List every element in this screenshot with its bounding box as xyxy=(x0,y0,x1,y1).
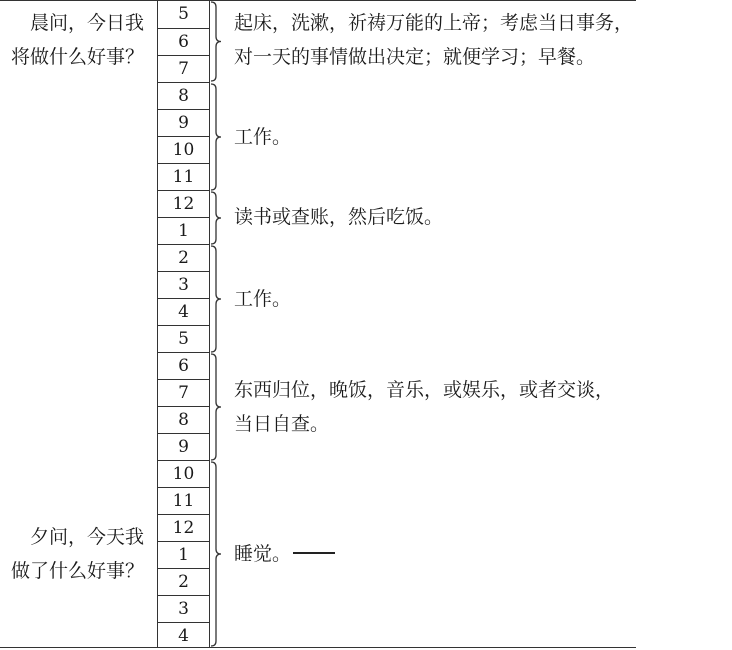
hour-cell: 5 xyxy=(178,4,189,24)
activity-evening-line-1: 东西归位，晚饭，音乐，或娱乐，或者交谈， xyxy=(234,379,615,401)
hour-cell: 9 xyxy=(158,109,209,136)
activity-evening xyxy=(234,373,614,441)
hour-cell: 10 xyxy=(158,460,209,487)
morning-question-line-2: 将做什么好事？ xyxy=(10,46,144,68)
brace-work-afternoon xyxy=(210,246,222,352)
hour-cell: 1 xyxy=(158,541,209,568)
brace-evening xyxy=(210,354,222,460)
hour-cell: 4 xyxy=(158,622,209,649)
hour-cell: 4 xyxy=(158,298,209,325)
evening-question-line-2: 做了什么好事？ xyxy=(10,560,144,582)
activity-evening-line-2: 当日自查。 xyxy=(234,413,330,435)
brace-night xyxy=(210,462,222,646)
activity-work-morning: 工作。 xyxy=(234,126,292,148)
hours-column xyxy=(157,0,210,648)
brace-work-morning xyxy=(210,84,222,190)
hour-cell: 2 xyxy=(158,568,209,595)
hour-cell: 1 xyxy=(158,217,209,244)
hour-cell: 11 xyxy=(158,163,209,190)
brace-noon xyxy=(210,192,222,244)
hour-cell: 9 xyxy=(158,433,209,460)
activity-morning-routine-line-2: 对一天的事情做出决定；就便学习；早餐。 xyxy=(234,46,596,68)
hour-cell: 7 xyxy=(158,55,209,82)
morning-question xyxy=(11,6,144,74)
hour-cell: 3 xyxy=(158,595,209,622)
bottom-rule xyxy=(0,647,636,648)
hour-cell: 7 xyxy=(158,379,209,406)
hour-cell: 2 xyxy=(158,244,209,271)
hour-cell: 5 xyxy=(158,325,209,352)
activity-morning-routine xyxy=(234,6,633,74)
dash-line xyxy=(293,552,335,554)
activity-work-afternoon: 工作。 xyxy=(234,288,292,310)
hour-cell: 12 xyxy=(158,514,209,541)
activity-night-label: 睡觉。 xyxy=(234,543,292,565)
evening-question xyxy=(11,520,144,588)
hour-cell: 8 xyxy=(158,82,209,109)
hour-cell: 6 xyxy=(158,352,209,379)
activity-morning-routine-line-1: 起床，洗漱，祈祷万能的上帝；考虑当日事务， xyxy=(234,12,634,34)
evening-question-line-1: 夕问，今天我 xyxy=(29,526,144,548)
hour-cell: 12 xyxy=(158,190,209,217)
hour-cell: 10 xyxy=(158,136,209,163)
hour-cell: 6 xyxy=(158,28,209,55)
activity-night xyxy=(234,537,335,571)
hour-cell: 3 xyxy=(158,271,209,298)
hour-cell: 11 xyxy=(158,487,209,514)
top-rule xyxy=(0,0,636,1)
brace-morning-routine xyxy=(210,2,222,81)
morning-question-line-1: 晨问，今日我 xyxy=(29,12,144,34)
hour-cell: 8 xyxy=(158,406,209,433)
activity-noon: 读书或查账，然后吃饭。 xyxy=(234,206,444,228)
